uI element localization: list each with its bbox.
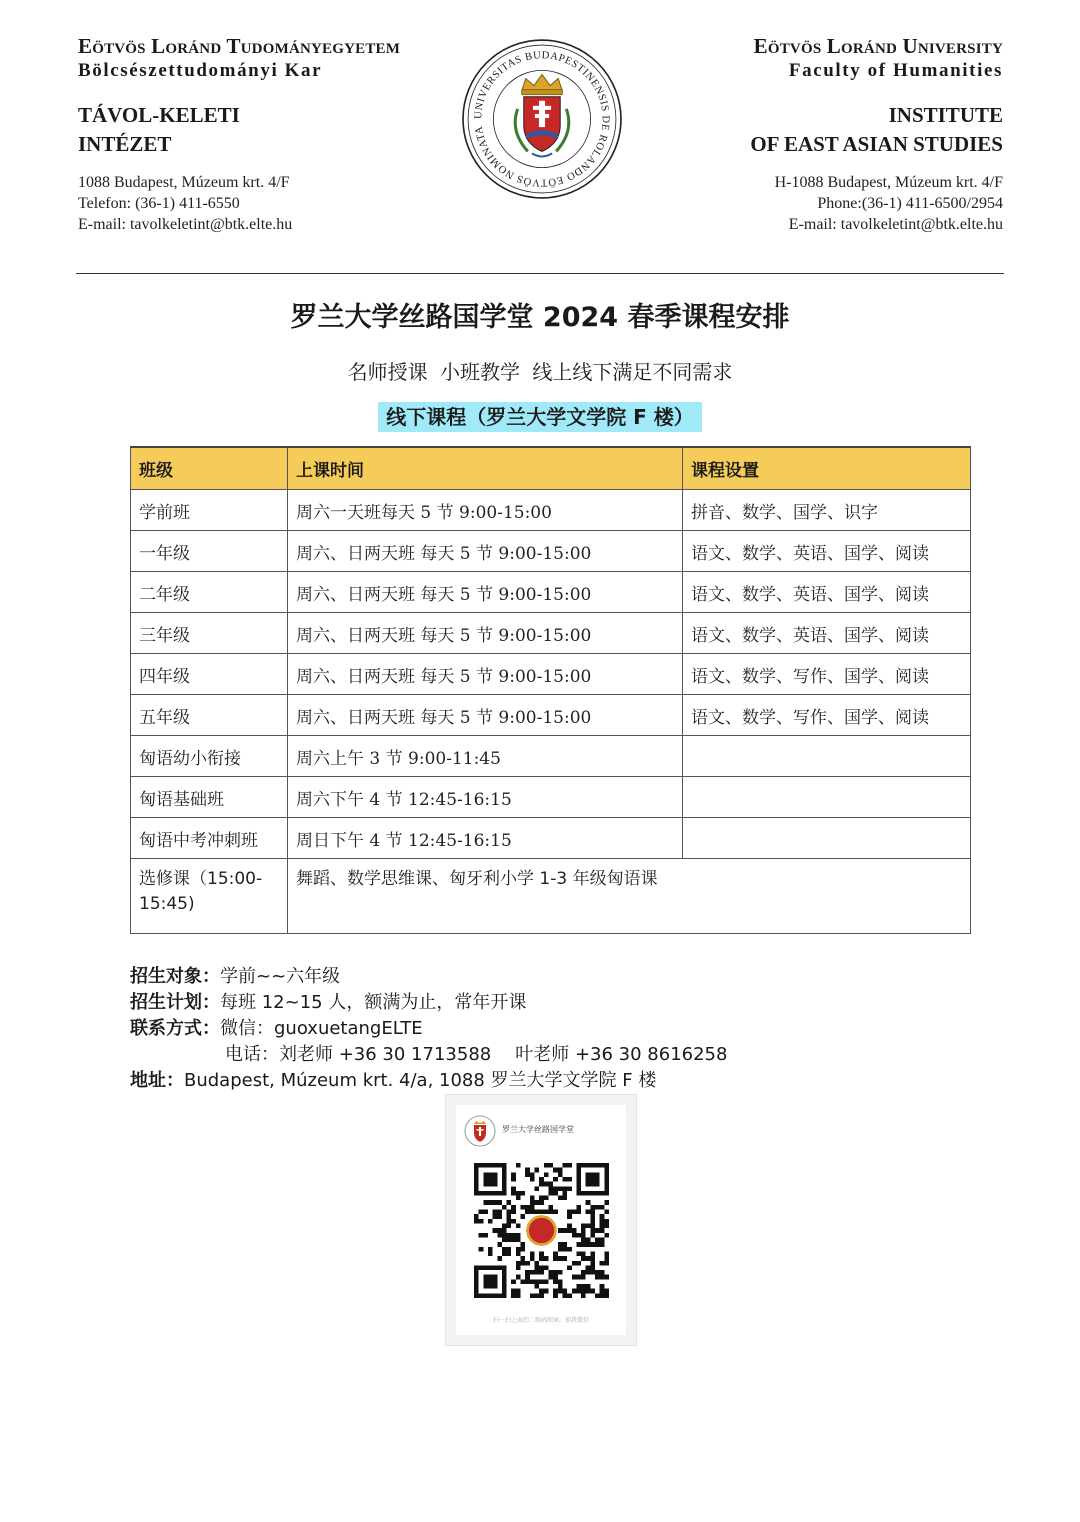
info-plan [130, 990, 990, 1016]
qr-card-inner [456, 1105, 626, 1335]
section-label-offline: 线下课程（罗兰大学文学院 F 楼） [378, 402, 702, 432]
faculty-name-en: Faculty of Humanities [788, 60, 1003, 81]
university-name-en: Eötvös Loránd University [753, 34, 1003, 58]
phone-en: Phone:(36-1) 411-6500/2954 [817, 195, 1003, 212]
cell-class: 匈语幼小衔接 [131, 736, 288, 777]
cell-elective-label: 选修课（15:00-15:45) [131, 859, 288, 934]
header-curriculum: 课程设置 [683, 447, 971, 490]
table-row [131, 572, 971, 613]
letterhead-right [623, 34, 1003, 235]
institute-line-1: INSTITUTE [888, 103, 1003, 127]
contact-block-en [623, 172, 1003, 235]
info-phone-1: 刘老师 +36 30 1713588 [279, 1044, 492, 1065]
info-address-value: Budapest, Múzeum krt. 4/a, 1088 罗兰大学文学院 F 楼 [184, 1070, 657, 1091]
institute-name-hu [78, 101, 458, 159]
info-target [130, 964, 990, 990]
account-avatar-icon [464, 1115, 496, 1147]
cell-curriculum: 语文、数学、写作、国学、阅读 [683, 654, 971, 695]
cell-curriculum [683, 736, 971, 777]
table-row [131, 695, 971, 736]
page-title: 罗兰大学丝路国学堂 2024 春季课程安排 [290, 302, 790, 333]
header-class: 班级 [131, 447, 288, 490]
info-address [130, 1068, 990, 1094]
table-row [131, 818, 971, 859]
course-schedule-table [130, 446, 971, 934]
info-target-value: 学前~~六年级 [220, 966, 341, 987]
qr-account-name: 罗兰大学丝路国学堂 [502, 1125, 574, 1134]
institute-line-2: INTÉZET [78, 132, 172, 156]
cell-time: 周六、日两天班 每天 5 节 9:00-15:00 [288, 654, 683, 695]
contact-block-hu [78, 172, 458, 235]
email-en: E-mail: tavolkeletint@btk.elte.hu [788, 216, 1003, 233]
cell-time: 周日下午 4 节 12:45-16:15 [288, 818, 683, 859]
address-hu: 1088 Budapest, Múzeum krt. 4/F [78, 174, 290, 191]
table-row [131, 777, 971, 818]
svg-text:UNIVERSITAS BUDAPESTINENSIS DE: UNIVERSITAS BUDAPESTINENSIS DE ROLANDO EÖTVÖS NOMINATA [473, 50, 611, 188]
wechat-qr-card [445, 1094, 637, 1346]
institute-line-2: OF EAST ASIAN STUDIES [750, 132, 1003, 156]
faculty-name-hu: Bölcsészettudományi Kar [78, 60, 323, 81]
cell-class: 匈语基础班 [131, 777, 288, 818]
cell-elective-content: 舞蹈、数学思维课、匈牙利小学 1-3 年级匈语课 [288, 859, 971, 934]
cell-class: 五年级 [131, 695, 288, 736]
info-target-label: 招生对象： [130, 966, 220, 987]
info-phone-2: 叶老师 +36 30 8616258 [515, 1044, 728, 1065]
cell-curriculum: 语文、数学、英语、国学、阅读 [683, 613, 971, 654]
cell-time: 周六、日两天班 每天 5 节 9:00-15:00 [288, 613, 683, 654]
info-address-label: 地址： [130, 1070, 184, 1091]
cell-time: 周六、日两天班 每天 5 节 9:00-15:00 [288, 695, 683, 736]
email-hu: E-mail: tavolkeletint@btk.elte.hu [78, 216, 293, 233]
table-row [131, 531, 971, 572]
cell-class: 三年级 [131, 613, 288, 654]
cell-time: 周六一天班每天 5 节 9:00-15:00 [288, 490, 683, 531]
info-contact-label: 联系方式： [130, 1018, 220, 1039]
qr-footer-text: 扫一扫上面的二维码图案，加我微信 [492, 1317, 589, 1324]
table-row [131, 736, 971, 777]
enrollment-info [130, 964, 990, 1094]
university-seal-icon [461, 38, 623, 200]
table-row [131, 490, 971, 531]
cell-class: 二年级 [131, 572, 288, 613]
page-subtitle: 名师授课 小班教学 线上线下满足不同需求 [347, 360, 733, 384]
cell-time: 周六下午 4 节 12:45-16:15 [288, 777, 683, 818]
institute-line-1: TÁVOL-KELETI [78, 103, 240, 127]
cell-curriculum: 语文、数学、英语、国学、阅读 [683, 531, 971, 572]
info-plan-label: 招生计划： [130, 992, 220, 1013]
letterhead-left [78, 34, 458, 235]
phone-hu: Telefon: (36-1) 411-6550 [78, 195, 240, 212]
cell-class: 学前班 [131, 490, 288, 531]
info-contact [130, 1016, 990, 1042]
institute-name-en [623, 101, 1003, 159]
cell-curriculum: 拼音、数学、国学、识字 [683, 490, 971, 531]
letterhead-divider [76, 273, 1004, 274]
cell-class: 一年级 [131, 531, 288, 572]
cell-time: 周六、日两天班 每天 5 节 9:00-15:00 [288, 531, 683, 572]
table-header-row [131, 447, 971, 490]
cell-curriculum: 语文、数学、英语、国学、阅读 [683, 572, 971, 613]
info-plan-value: 每班 12~15 人，额满为止，常年开课 [220, 992, 527, 1013]
cell-curriculum [683, 777, 971, 818]
cell-curriculum [683, 818, 971, 859]
table-row [131, 613, 971, 654]
table-row-elective [131, 859, 971, 934]
cell-time: 周六上午 3 节 9:00-11:45 [288, 736, 683, 777]
cell-curriculum: 语文、数学、写作、国学、阅读 [683, 695, 971, 736]
section-label-wrap [0, 402, 1080, 432]
info-phone-prefix: 电话： [225, 1044, 279, 1065]
address-en: H-1088 Budapest, Múzeum krt. 4/F [774, 174, 1003, 191]
university-name-hu: Eötvös Loránd Tudományegyetem [78, 34, 401, 58]
cell-class: 匈语中考冲刺班 [131, 818, 288, 859]
qr-code-icon [474, 1163, 609, 1298]
cell-time: 周六、日两天班 每天 5 节 9:00-15:00 [288, 572, 683, 613]
table-row [131, 654, 971, 695]
info-wechat: 微信：guoxuetangELTE [220, 1018, 423, 1039]
cell-class: 四年级 [131, 654, 288, 695]
header-time: 上课时间 [288, 447, 683, 490]
info-phone [130, 1042, 990, 1068]
